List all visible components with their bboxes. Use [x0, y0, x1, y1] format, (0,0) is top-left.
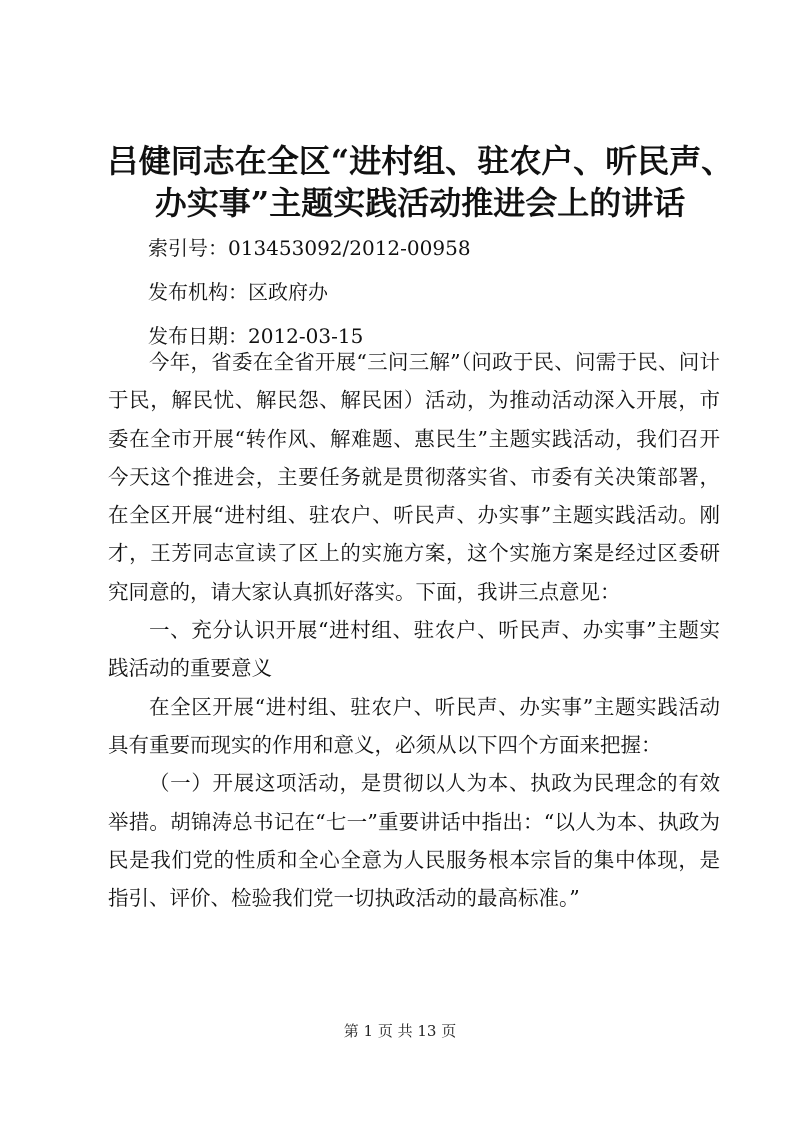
paragraph: （一）开展这项活动，是贯彻以人为本、执政为民理念的有效举措。胡锦涛总书记在“七一”重要讲话中指出：“以人为本、执政为民是我们党的性质和全心全意为人民服务根本宗旨的集中体现，是指引、评价、检验我们党一切执政活动的最高标准。”: [108, 771, 720, 911]
document-body: [108, 343, 720, 917]
document-title: [100, 140, 740, 224]
title-line-2: 办实事”主题实践活动推进会上的讲话: [154, 184, 686, 222]
title-line-1: 吕健同志在全区“进村组、驻农户、听民声、: [106, 142, 734, 180]
paragraph: 在全区开展“进村组、驻农户、听民声、办实事”主题实践活动具有重要而现实的作用和意义，必须从以下四个方面来把握：: [108, 694, 720, 757]
paragraph: 今年，省委在全省开展“三问三解”（问政于民、问需于民、问计于民，解民忧、解民怨、解民困）活动，为推动活动深入开展，市委在全市开展“转作风、解难题、惠民生”主题实践活动，我们召开今天这个推进会，主要任务就是贯彻落实省、市委有关决策部署，在全区开展“进村组、驻农户、听民声、办实事”主题实践活动。刚才，王芳同志宣读了区上的实施方案，这个实施方案是经过区委研究同意的，请大家认真抓好落实。下面，我讲三点意见：: [108, 350, 720, 604]
index-number: 索引号：013453092/2012-00958: [148, 236, 471, 260]
publishing-org: 发布机构：区政府办: [148, 280, 328, 304]
publish-date: 发布日期：2012-03-15: [148, 324, 364, 348]
section-heading: 一、充分认识开展“进村组、驻农户、听民声、办实事”主题实践活动的重要意义: [108, 618, 720, 681]
page-footer: 第 1 页 共 13 页: [343, 1022, 457, 1040]
